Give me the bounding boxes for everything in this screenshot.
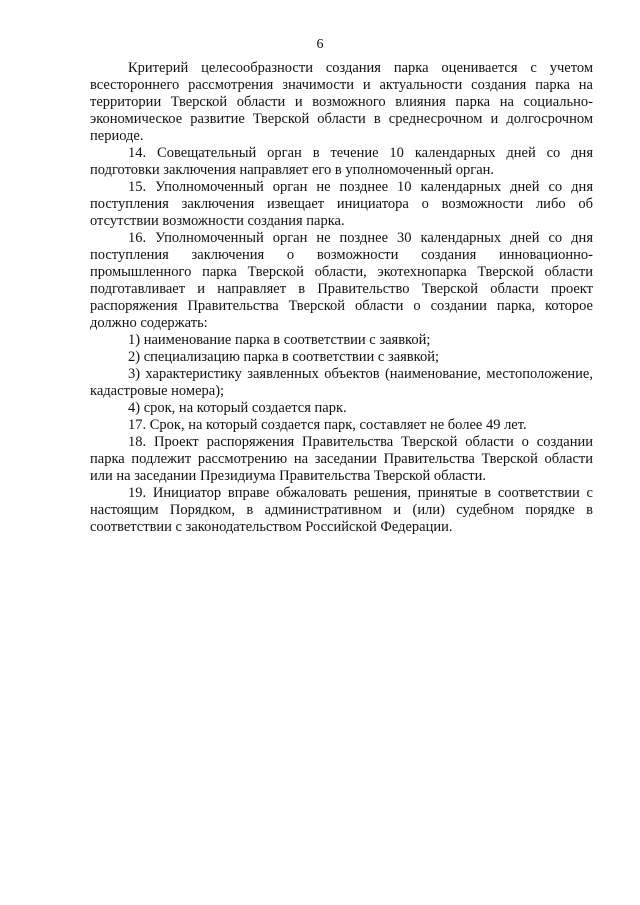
document-body — [90, 60, 593, 536]
paragraph-17: 17. Срок, на который создается парк, составляет не более 49 лет. — [128, 417, 527, 433]
list-item-1: 1) наименование парка в соответствии с заявкой; — [128, 332, 431, 348]
paragraph-16: 16. Уполномоченный орган не позднее 30 календарных дней со дня поступления заключения о возможности создания инновационно-промышленного парка Тверской области, экотехнопарка Тверской области подготавливает и направляет в Правительство Тверской области проект распоряжения Правительства Тверской области о создании парка, которое должно содержать: — [90, 230, 593, 331]
list-item-2: 2) специализацию парка в соответствии с заявкой; — [128, 349, 439, 365]
paragraph-criterion: Критерий целесообразности создания парка оценивается с учетом всестороннего рассмотрения значимости и актуальности создания парка на территории Тверской области и возможного влияния парка на социально-экономическое развитие Тверской области в среднесрочном и долгосрочном периоде. — [90, 60, 593, 144]
page-number: 6 — [316, 37, 324, 52]
paragraph-15: 15. Уполномоченный орган не позднее 10 календарных дней со дня поступления заключения извещает инициатора о возможности либо об отсутствии возможности создания парка. — [90, 179, 593, 229]
paragraph-19: 19. Инициатор вправе обжаловать решения, принятые в соответствии с настоящим Порядком, в административном и (или) судебном порядке в соответствии с законодательством Российской Федерации. — [90, 485, 593, 535]
paragraph-14: 14. Совещательный орган в течение 10 календарных дней со дня подготовки заключения направляет его в уполномоченный орган. — [90, 145, 593, 178]
list-item-3: 3) характеристику заявленных объектов (наименование, местоположение, кадастровые номера); — [90, 366, 593, 399]
list-item-4: 4) срок, на который создается парк. — [128, 400, 347, 416]
paragraph-18: 18. Проект распоряжения Правительства Тверской области о создании парка подлежит рассмотрению на заседании Правительства Тверской области или на заседании Президиума Правительства Тверской области. — [90, 434, 593, 484]
